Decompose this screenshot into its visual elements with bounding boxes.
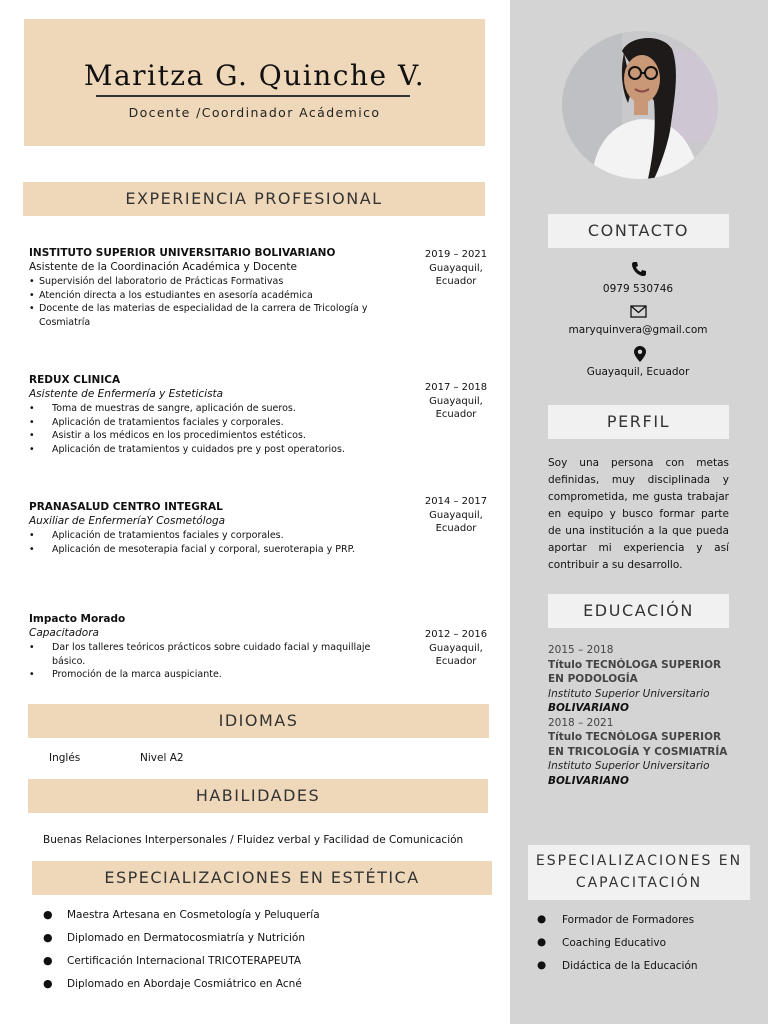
education-list — [548, 643, 738, 788]
aesthetics-item-text: Diplomado en Dermatocosmiatría y Nutrición — [67, 932, 305, 944]
profile-photo — [562, 31, 718, 179]
education-years: 2018 – 2021 — [548, 716, 614, 729]
training-heading-line: CAPACITACIÓN — [575, 875, 703, 891]
experience-item — [29, 247, 409, 329]
training-heading-line: ESPECIALIZACIONES EN — [535, 853, 743, 869]
job-period-block — [418, 248, 494, 289]
job-duty: • Aplicación de tratamientos y cuidados pre y post operatorios. — [29, 443, 409, 457]
contact-phone: 0979 530746 — [602, 283, 674, 295]
job-duties — [29, 529, 409, 556]
job-period-block — [418, 628, 494, 669]
contact-location: Guayaquil, Ecuador — [586, 366, 690, 378]
job-duty: • Promoción de la marca auspiciante. — [29, 668, 389, 682]
map-pin-icon — [634, 346, 646, 362]
job-duty: • Toma de muestras de sangre, aplicación de sueros. — [29, 402, 409, 416]
person-name: Maritza G. Quinche V. — [83, 59, 426, 92]
job-duty: • Dar los talleres teóricos prácticos sobre cuidado facial y maquillaje básico. — [29, 641, 389, 668]
job-duties — [29, 402, 409, 456]
aesthetics-item-text: Diplomado en Abordaje Cosmiátrico en Acné — [67, 978, 302, 990]
list-item: ● Formador de Formadores — [537, 913, 695, 926]
job-city: Guayaquil, — [429, 642, 483, 654]
profile-text: Soy una persona con metas definidas, muy disciplinada y comprometida, me gusta trabajar en equipo y busco formar parte de una institución a la que pueda aportar mi experiencia y así contribuir a su desarrollo. — [548, 457, 729, 571]
job-duty: • Aplicación de mesoterapia facial y corporal, sueroterapia y PRP. — [29, 543, 409, 557]
education-institution: Instituto Superior Universitario — [548, 760, 710, 772]
list-item: ● Coaching Educativo — [537, 936, 667, 949]
job-duty: • Aplicación de tratamientos faciales y corporales. — [29, 416, 409, 430]
header-banner — [24, 19, 485, 146]
job-duty: • Supervisión del laboratorio de Prácticas Formativas — [29, 275, 409, 289]
training-item-text: Formador de Formadores — [562, 914, 695, 926]
job-company: REDUX CLINICA — [29, 374, 121, 386]
education-degree: Título TECNÓLOGA SUPERIOR EN TRICOLOGÍA Y COSMIATRÍA — [548, 731, 728, 758]
experience-item — [29, 613, 389, 682]
job-period: 2014 – 2017 — [424, 496, 488, 507]
job-period: 2017 – 2018 — [424, 382, 488, 393]
education-degree: Título TECNÓLOGA SUPERIOR EN PODOLOGÍA — [548, 658, 722, 685]
job-country: Ecuador — [435, 523, 477, 534]
job-position: Asistente de Enfermería y Esteticista — [29, 388, 224, 400]
job-duties — [29, 275, 409, 329]
job-city: Guayaquil, — [429, 262, 483, 274]
envelope-icon — [630, 305, 647, 318]
aesthetics-heading: ESPECIALIZACIONES EN ESTÉTICA — [32, 861, 492, 895]
job-duties — [29, 641, 389, 682]
education-heading: EDUCACIÓN — [548, 594, 729, 628]
job-company: PRANASALUD CENTRO INTEGRAL — [29, 501, 223, 513]
skills-text: Buenas Relaciones Interpersonales / Fluidez verbal y Facilidad de Comunicación — [43, 834, 464, 846]
person-role: Docente /Coordinador Acádemico — [128, 105, 381, 120]
language-name: Inglés — [49, 752, 81, 764]
job-position: Capacitadora — [29, 627, 99, 639]
languages-heading: IDIOMAS — [28, 704, 489, 738]
phone-icon — [631, 261, 647, 277]
job-position: Asistente de la Coordinación Académica y Docente — [29, 261, 297, 273]
experience-item — [29, 501, 409, 556]
skills-heading: HABILIDADES — [28, 779, 488, 813]
name-divider — [96, 95, 410, 97]
job-period-block — [418, 381, 494, 422]
education-institution-name: BOLIVARIANO — [548, 702, 629, 714]
job-duty: • Docente de las materias de especialidad de la carrera de Tricología y Cosmiatría — [29, 302, 409, 329]
contact-email: maryquinvera@gmail.com — [568, 324, 708, 336]
contact-heading: CONTACTO — [548, 214, 729, 248]
job-city: Guayaquil, — [429, 395, 483, 407]
profile-heading: PERFIL — [548, 405, 729, 439]
list-item: ● Didáctica de la Educación — [537, 959, 698, 972]
education-institution: Instituto Superior Universitario — [548, 687, 710, 700]
job-country: Ecuador — [435, 276, 477, 287]
job-duty: • Aplicación de tratamientos faciales y corporales. — [29, 529, 409, 543]
job-country: Ecuador — [435, 409, 477, 420]
job-duty: • Atención directa a los estudiantes en asesoría académica — [29, 289, 409, 303]
training-item-text: Coaching Educativo — [562, 937, 667, 949]
training-item-text: Didáctica de la Educación — [562, 960, 698, 972]
education-institution-name: BOLIVARIANO — [548, 774, 629, 787]
job-position: Auxiliar de EnfermeríaY Cosmetóloga — [29, 515, 226, 527]
aesthetics-item-text: Certificación Internacional TRICOTERAPEUTA — [67, 955, 302, 967]
experience-heading: EXPERIENCIA PROFESIONAL — [23, 182, 485, 216]
job-company: INSTITUTO SUPERIOR UNIVERSITARIO BOLIVARIANO — [29, 247, 336, 259]
language-level: Nivel A2 — [140, 752, 184, 764]
job-country: Ecuador — [435, 656, 477, 667]
job-period: 2012 – 2016 — [424, 629, 488, 640]
job-company: Impacto Morado — [29, 613, 126, 625]
experience-item — [29, 374, 409, 456]
aesthetics-item-text: Maestra Artesana en Cosmetología y Peluquería — [67, 909, 320, 921]
training-list — [537, 914, 698, 983]
training-heading — [528, 845, 750, 900]
job-duty: • Asistir a los médicos en los procedimientos estéticos. — [29, 429, 409, 443]
job-period: 2019 – 2021 — [424, 249, 488, 260]
education-years: 2015 – 2018 — [548, 644, 614, 656]
job-city: Guayaquil, — [429, 509, 483, 521]
job-period-block — [418, 495, 494, 536]
